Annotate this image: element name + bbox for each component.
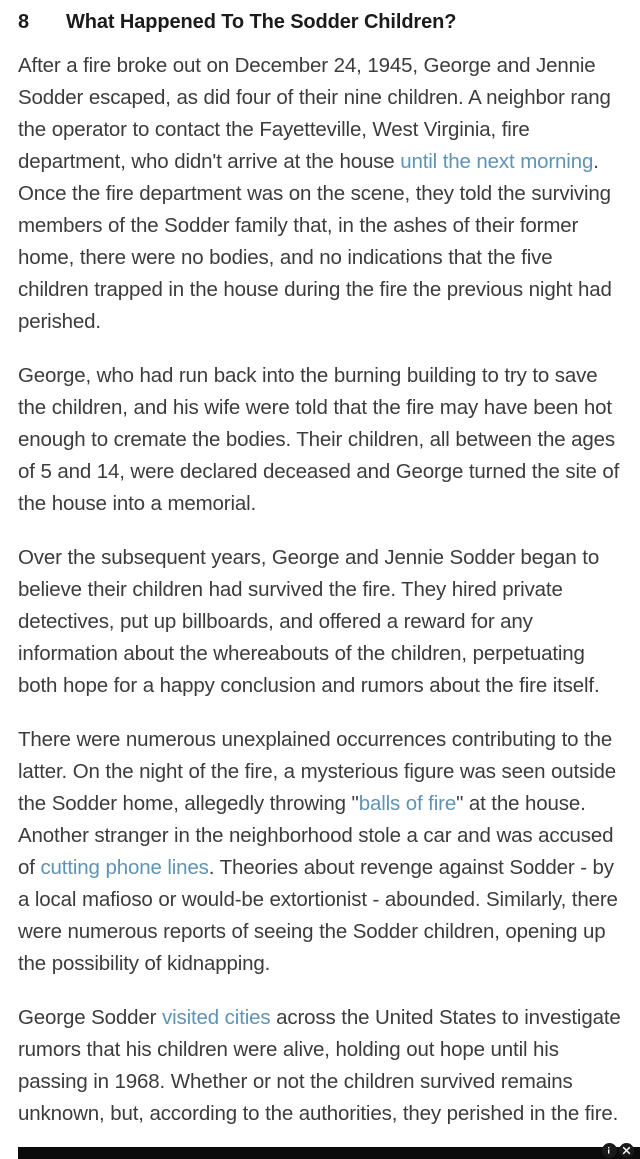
inline-link[interactable]: cutting phone lines xyxy=(40,856,209,879)
inline-link[interactable]: balls of fire xyxy=(358,792,457,815)
paragraph-text: across the United States to investigate rumors that his children were alive, holding out hope until his passing in 1968. Whether or not the children survived remains unknown, but, according to the authorities, they perished in the fire. xyxy=(18,1006,621,1125)
heading-title: What Happened To The Sodder Children? xyxy=(66,11,457,33)
ad-controls xyxy=(602,1143,634,1158)
paragraph-text: " at the house. Another stranger in the neighborhood stole a car and was accused of xyxy=(18,792,614,879)
ad-banner[interactable] xyxy=(18,1147,640,1159)
paragraph-text: After a fire broke out on December 24, 1945, George and Jennie Sodder escaped, as did four of their nine children. A neighbor rang the operator to contact the Fayetteville, West Virginia, fire department, who didn't arrive at the house xyxy=(18,54,611,173)
paragraph-5 xyxy=(18,1002,622,1130)
close-icon[interactable] xyxy=(619,1143,634,1158)
paragraph-4 xyxy=(18,724,622,980)
paragraph-text: . Theories about revenge against Sodder - by a local mafioso or would-be extortionist - abounded. Similarly, there were numerous reports of seeing the Sodder children, opening up the possibility of kidnapping. xyxy=(18,856,618,975)
heading-number: 8 xyxy=(18,11,30,33)
paragraph-text: George Sodder xyxy=(18,1006,162,1029)
inline-link[interactable]: until the next morning xyxy=(400,150,594,173)
inline-link[interactable]: visited cities xyxy=(161,1006,271,1029)
paragraph-3 xyxy=(18,542,622,702)
article-body xyxy=(18,50,622,1130)
paragraph-1 xyxy=(18,50,622,338)
paragraph-text: George, who had run back into the burning building to try to save the children, and his wife were told that the fire may have been hot enough to cremate the bodies. Their children, all between the ages of 5 and 14, were declared deceased and George turned the site of the house into a memorial. xyxy=(18,364,620,515)
adchoices-icon[interactable] xyxy=(602,1143,617,1158)
page-title xyxy=(18,0,622,34)
paragraph-text: . Once the fire department was on the scene, they told the surviving members of the Sodder family that, in the ashes of their former home, there were no bodies, and no indications that the five children trapped in the house during the fire the previous night had perished. xyxy=(18,150,612,333)
paragraph-text: Over the subsequent years, George and Jennie Sodder began to believe their children had survived the fire. They hired private detectives, put up billboards, and offered a reward for any information about the whereabouts of the children, perpetuating both hope for a happy conclusion and rumors about the fire itself. xyxy=(18,546,600,697)
paragraph-text: There were numerous unexplained occurrences contributing to the latter. On the night of the fire, a mysterious figure was seen outside the Sodder home, allegedly throwing " xyxy=(18,728,617,815)
paragraph-2 xyxy=(18,360,622,520)
